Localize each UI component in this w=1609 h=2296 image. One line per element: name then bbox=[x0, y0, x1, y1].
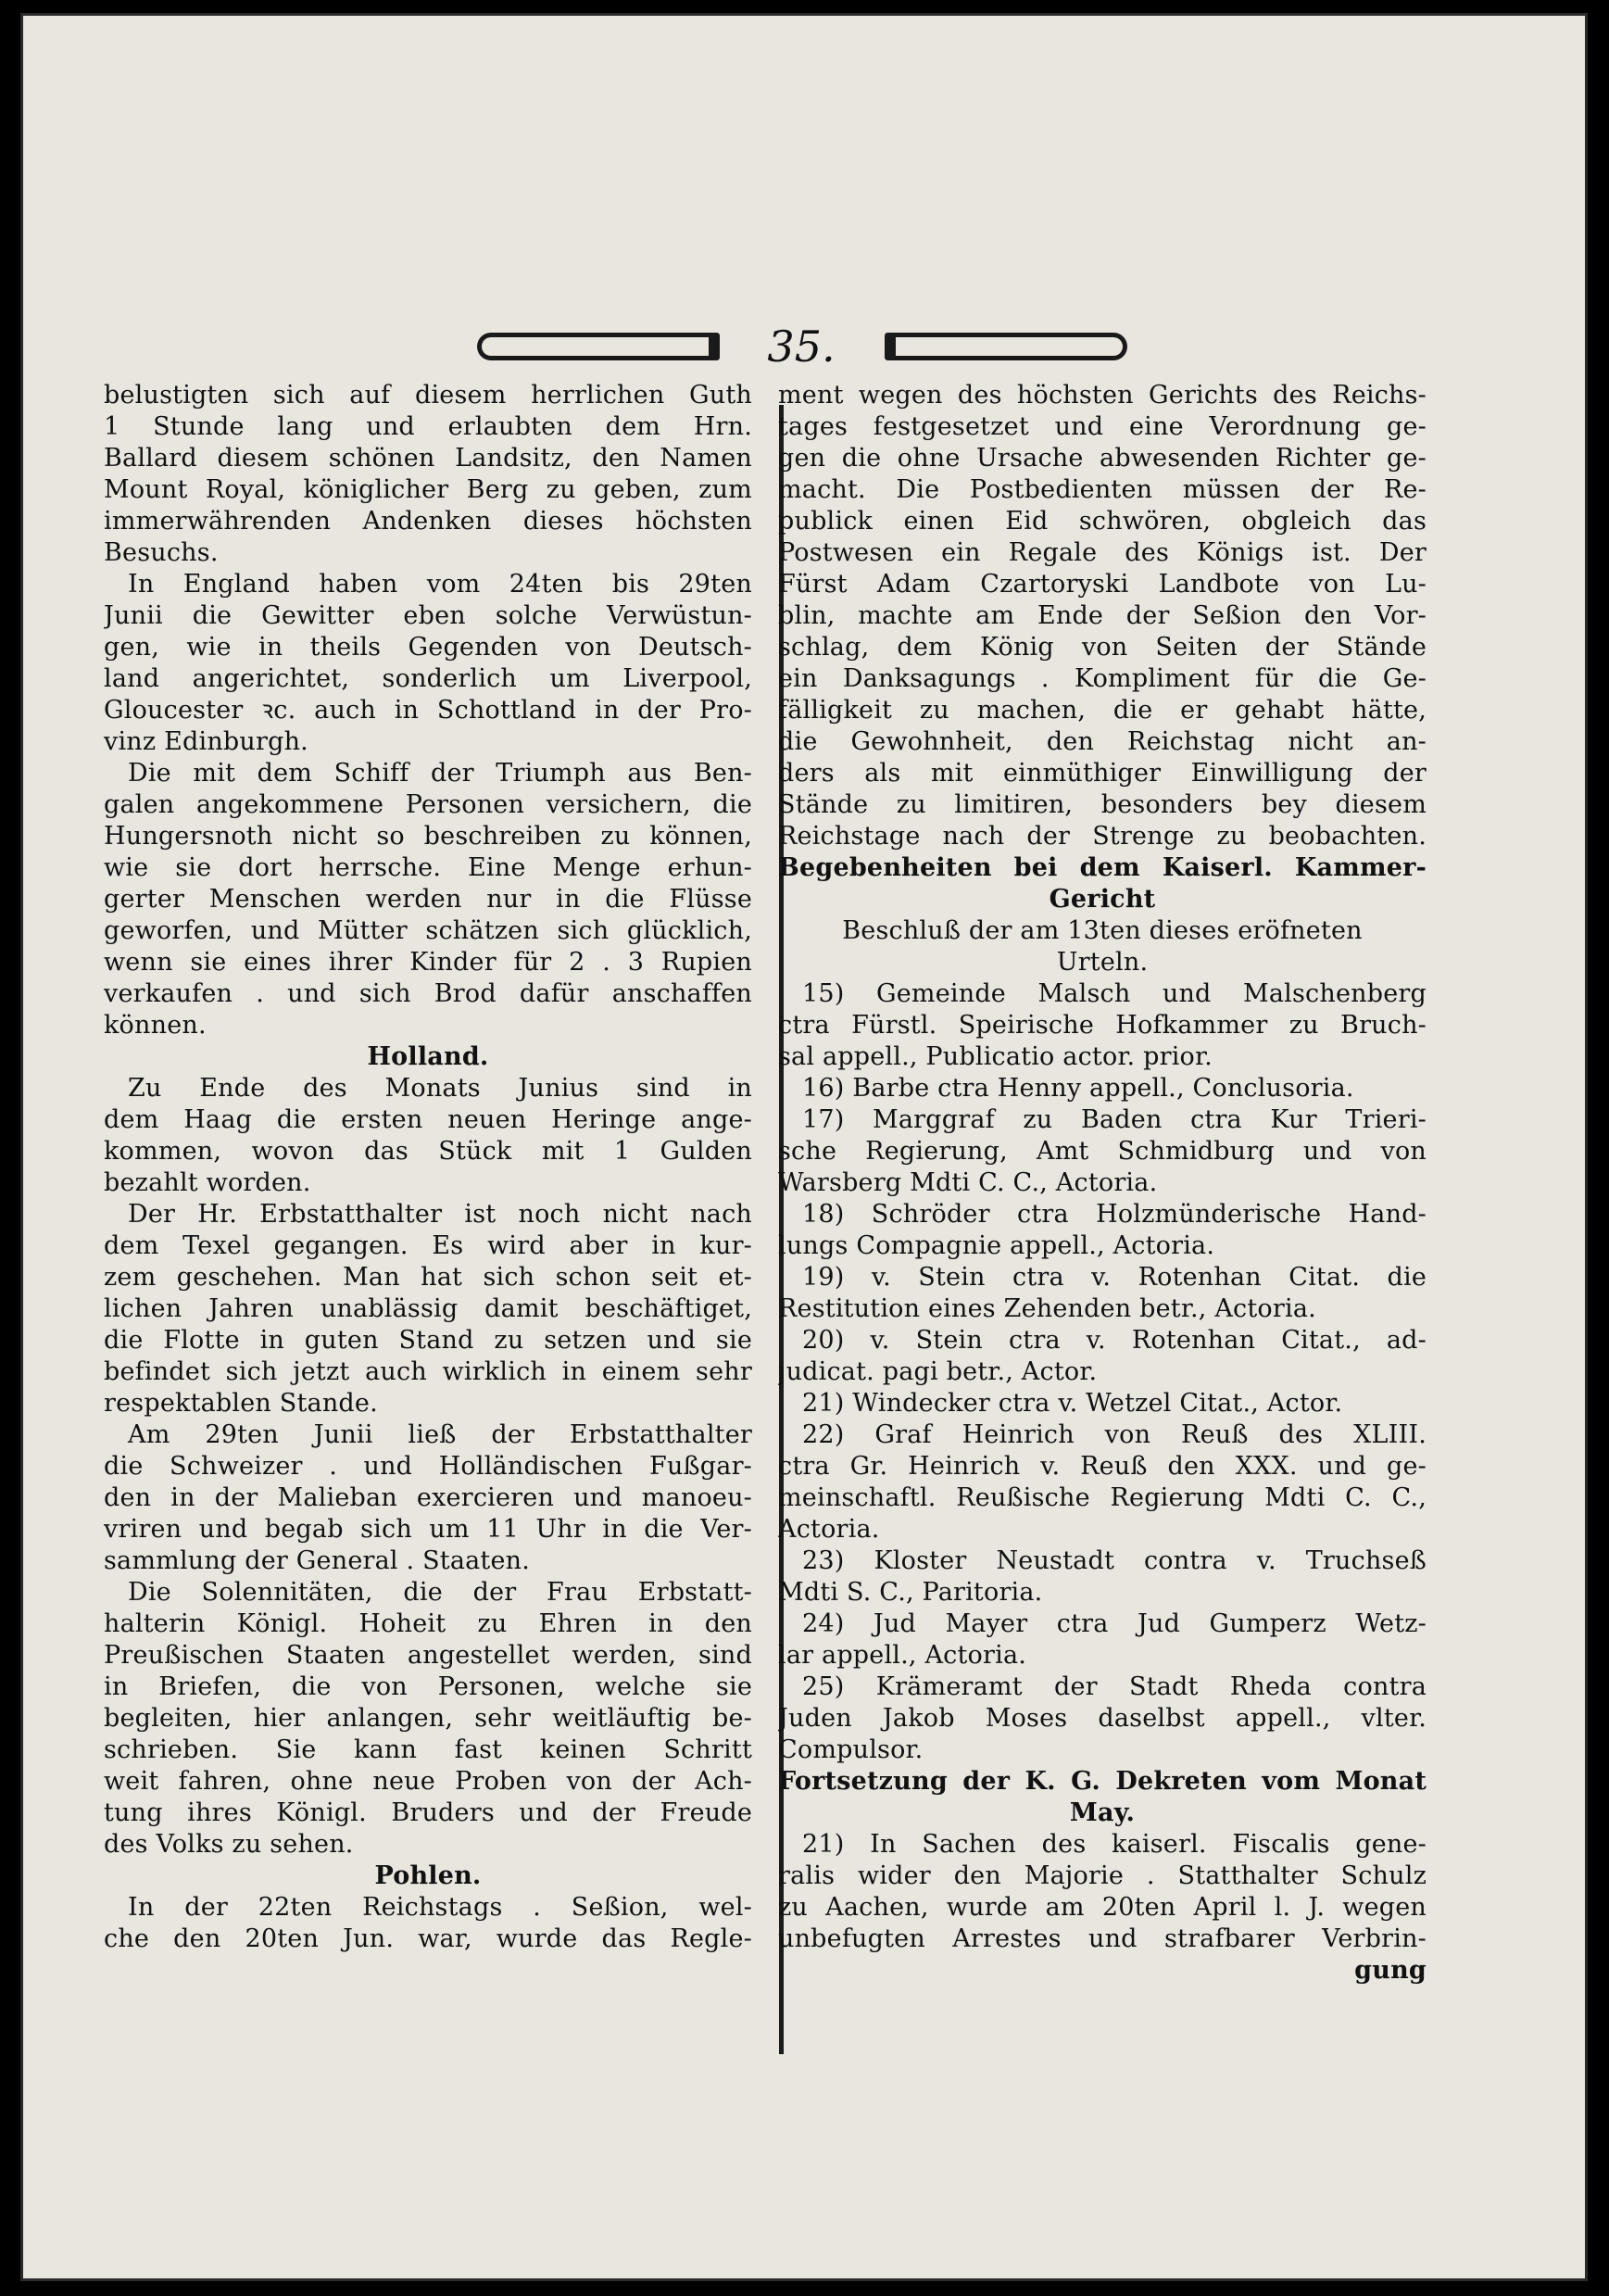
text-line: weit fahren, ohne neue Proben von der Ach- bbox=[104, 1767, 752, 1796]
text-line: 24) Jud Mayer ctra Jud Gumperz Wetz- bbox=[802, 1609, 1427, 1638]
text-line: Actoria. bbox=[778, 1515, 880, 1544]
text-line: zu Aachen, wurde am 20ten April l. J. wegen bbox=[778, 1893, 1427, 1922]
text-line: ders als mit einmüthiger Einwilligung der bbox=[778, 759, 1427, 788]
text-line: Die Solennitäten, die der Frau Erbstatt- bbox=[128, 1578, 752, 1607]
text-line: Juden Jakob Moses daselbst appell., vlter. bbox=[778, 1704, 1427, 1733]
text-line: verkaufen . und sich Brod dafür anschaffen bbox=[104, 979, 752, 1008]
text-line: ctra Gr. Heinrich v. Reuß den XXX. und ge- bbox=[778, 1452, 1427, 1481]
text-line: Urteln. bbox=[1056, 948, 1149, 977]
text-line: meinschaftl. Reußische Regierung Mdti C. C., bbox=[778, 1483, 1427, 1512]
text-line: ein Danksagungs . Kompliment für die Ge- bbox=[778, 664, 1427, 693]
right-column bbox=[778, 380, 1427, 2159]
text-line: können. bbox=[104, 1011, 207, 1040]
text-line: 22) Graf Heinrich von Reuß des XLIII. bbox=[802, 1420, 1427, 1449]
text-line: zem geschehen. Man hat sich schon seit et- bbox=[104, 1263, 752, 1292]
text-line: 21) Windecker ctra v. Wetzel Citat., Actor. bbox=[802, 1389, 1343, 1418]
text-line: land angerichtet, sonderlich um Liverpool, bbox=[104, 664, 752, 693]
text-line: 21) In Sachen des kaiserl. Fiscalis gene- bbox=[802, 1830, 1427, 1859]
text-line: 20) v. Stein ctra v. Rotenhan Citat., ad- bbox=[802, 1326, 1427, 1355]
text-line: 19) v. Stein ctra v. Rotenhan Citat. die bbox=[802, 1263, 1427, 1292]
text-line: Compulsor. bbox=[778, 1735, 924, 1764]
text-line: lichen Jahren unablässig damit beschäftiget, bbox=[104, 1294, 752, 1323]
text-line: des Volks zu sehen. bbox=[104, 1830, 354, 1859]
text-line: 15) Gemeinde Malsch und Malschenberg bbox=[802, 979, 1427, 1008]
text-line: kommen, wovon das Stück mit 1 Gulden bbox=[104, 1137, 752, 1166]
text-line: die Flotte in guten Stand zu setzen und sie bbox=[104, 1326, 752, 1355]
text-line: unbefugten Arrestes und strafbarer Verbrin- bbox=[778, 1924, 1427, 1953]
text-line: dem Texel gegangen. Es wird aber in kur- bbox=[104, 1231, 752, 1260]
text-line: den in der Malieban exercieren und manoeu- bbox=[104, 1483, 752, 1512]
text-line: publick einen Eid schwören, obgleich das bbox=[778, 507, 1427, 536]
text-line: 17) Marggraf zu Baden ctra Kur Trieri- bbox=[802, 1105, 1427, 1134]
text-line: Restitution eines Zehenden betr., Actoria. bbox=[778, 1294, 1316, 1323]
text-line: Postwesen ein Regale des Königs ist. Der bbox=[778, 538, 1427, 567]
text-line: sammlung der General . Staaten. bbox=[104, 1546, 531, 1575]
text-line: 23) Kloster Neustadt contra v. Truchseß bbox=[802, 1546, 1427, 1575]
text-line: ralis wider den Majorie . Statthalter Schulz bbox=[778, 1861, 1427, 1890]
text-line: 1 Stunde lang und erlaubten dem Hrn. bbox=[104, 412, 752, 441]
text-line: Mount Royal, königlicher Berg zu geben, zum bbox=[104, 475, 752, 504]
header-ornament-right bbox=[885, 333, 1127, 360]
text-line: Begebenheiten bei dem Kaiserl. Kammer- bbox=[778, 853, 1427, 882]
text-line: schlag, dem König von Seiten der Stände bbox=[778, 633, 1427, 662]
left-column bbox=[104, 380, 752, 2159]
text-line: Am 29ten Junii ließ der Erbstatthalter bbox=[128, 1420, 752, 1449]
text-line: geworfen, und Mütter schätzen sich glücklich, bbox=[104, 916, 752, 945]
text-line: che den 20ten Jun. war, wurde das Regle- bbox=[104, 1924, 752, 1953]
text-line: gen, wie in theils Gegenden von Deutsch- bbox=[104, 633, 752, 662]
text-line: gen die ohne Ursache abwesenden Richter ge- bbox=[778, 444, 1427, 473]
text-line: bezahlt worden. bbox=[104, 1168, 311, 1197]
text-line: gerter Menschen werden nur in die Flüsse bbox=[104, 885, 752, 914]
text-line: sche Regierung, Amt Schmidburg und von bbox=[778, 1137, 1427, 1166]
text-line: immerwährenden Andenken dieses höchsten bbox=[104, 507, 752, 536]
text-line: wie sie dort herrsche. Eine Menge erhun- bbox=[104, 853, 752, 882]
header-ornament-left bbox=[477, 333, 720, 360]
text-line: Holland. bbox=[367, 1042, 489, 1071]
text-line: fälligkeit zu machen, die er gehabt hätte, bbox=[778, 696, 1427, 725]
text-line: schrieben. Sie kann fast keinen Schritt bbox=[104, 1735, 752, 1764]
text-line: Beschluß der am 13ten dieses eröfneten bbox=[842, 916, 1363, 945]
text-line: macht. Die Postbedienten müssen der Re- bbox=[778, 475, 1427, 504]
text-line: respektablen Stande. bbox=[104, 1389, 378, 1418]
text-line: Die mit dem Schiff der Triumph aus Ben- bbox=[128, 759, 752, 788]
text-line: Preußischen Staaten angestellet werden, sind bbox=[104, 1641, 752, 1670]
text-line: lar appell., Actoria. bbox=[778, 1641, 1027, 1670]
text-line: Zu Ende des Monats Junius sind in bbox=[128, 1074, 752, 1103]
text-line: 16) Barbe ctra Henny appell., Conclusoria. bbox=[802, 1074, 1354, 1103]
text-line: 18) Schröder ctra Holzmünderische Hand- bbox=[802, 1200, 1427, 1229]
text-line: belustigten sich auf diesem herrlichen Guth bbox=[104, 381, 752, 410]
text-line: ment wegen des höchsten Gerichts des Reichs- bbox=[778, 381, 1427, 410]
text-line: die Gewohnheit, den Reichstag nicht an- bbox=[778, 727, 1427, 756]
text-line: halterin Königl. Hoheit zu Ehren in den bbox=[104, 1609, 752, 1638]
text-line: vriren und begab sich um 11 Uhr in die Ver- bbox=[104, 1515, 752, 1544]
text-line: Der Hr. Erbstatthalter ist noch nicht nach bbox=[128, 1200, 752, 1229]
text-line: In England haben vom 24ten bis 29ten bbox=[128, 570, 752, 599]
text-line: lungs Compagnie appell., Actoria. bbox=[778, 1231, 1215, 1260]
text-line: blin, machte am Ende der Seßion den Vor- bbox=[778, 601, 1427, 630]
text-line: gung bbox=[1354, 1956, 1427, 1985]
text-line: 25) Krämeramt der Stadt Rheda contra bbox=[802, 1672, 1427, 1701]
page-number: 35. bbox=[767, 322, 836, 372]
text-line: Stände zu limitiren, besonders bey diesem bbox=[778, 790, 1427, 819]
text-line: begleiten, hier anlangen, sehr weitläuftig be- bbox=[104, 1704, 752, 1733]
text-line: Fürst Adam Czartoryski Landbote von Lu- bbox=[778, 570, 1427, 599]
text-line: sal appell., Publicatio actor. prior. bbox=[778, 1042, 1213, 1071]
text-line: ctra Fürstl. Speirische Hofkammer zu Bruch- bbox=[778, 1011, 1427, 1040]
text-line: tages festgesetzet und eine Verordnung ge- bbox=[778, 412, 1427, 441]
text-line: tung ihres Königl. Bruders und der Freude bbox=[104, 1798, 752, 1827]
text-line: Besuchs. bbox=[104, 538, 219, 567]
text-line: Fortsetzung der K. G. Dekreten vom Monat bbox=[778, 1767, 1427, 1796]
text-line: Gloucester ꝛc. auch in Schottland in der Pro- bbox=[104, 696, 752, 725]
page-header bbox=[459, 322, 1403, 386]
text-line: Hungersnoth nicht so beschreiben zu können, bbox=[104, 822, 752, 851]
text-line: Reichstage nach der Strenge zu beobachten. bbox=[778, 822, 1427, 851]
text-line: dem Haag die ersten neuen Heringe ange- bbox=[104, 1105, 752, 1134]
text-line: Warsberg Mdti C. C., Actoria. bbox=[778, 1168, 1158, 1197]
text-line: May. bbox=[1069, 1798, 1136, 1827]
text-line: befindet sich jetzt auch wirklich in einem sehr bbox=[104, 1357, 752, 1386]
text-line: Pohlen. bbox=[374, 1861, 482, 1890]
text-line: vinz Edinburgh. bbox=[104, 727, 308, 756]
text-line: Mdti S. C., Paritoria. bbox=[778, 1578, 1043, 1607]
text-line: judicat. pagi betr., Actor. bbox=[778, 1357, 1098, 1386]
text-line: Gericht bbox=[1049, 885, 1156, 914]
text-line: in Briefen, die von Personen, welche sie bbox=[104, 1672, 752, 1701]
text-line: In der 22ten Reichstags . Seßion, wel- bbox=[128, 1893, 752, 1922]
text-line: Junii die Gewitter eben solche Verwüstun- bbox=[104, 601, 752, 630]
text-line: Ballard diesem schönen Landsitz, den Namen bbox=[104, 444, 752, 473]
text-line: wenn sie eines ihrer Kinder für 2 . 3 Rupien bbox=[104, 948, 752, 977]
text-line: die Schweizer . und Holländischen Fußgar- bbox=[104, 1452, 752, 1481]
text-line: galen angekommene Personen versichern, die bbox=[104, 790, 752, 819]
